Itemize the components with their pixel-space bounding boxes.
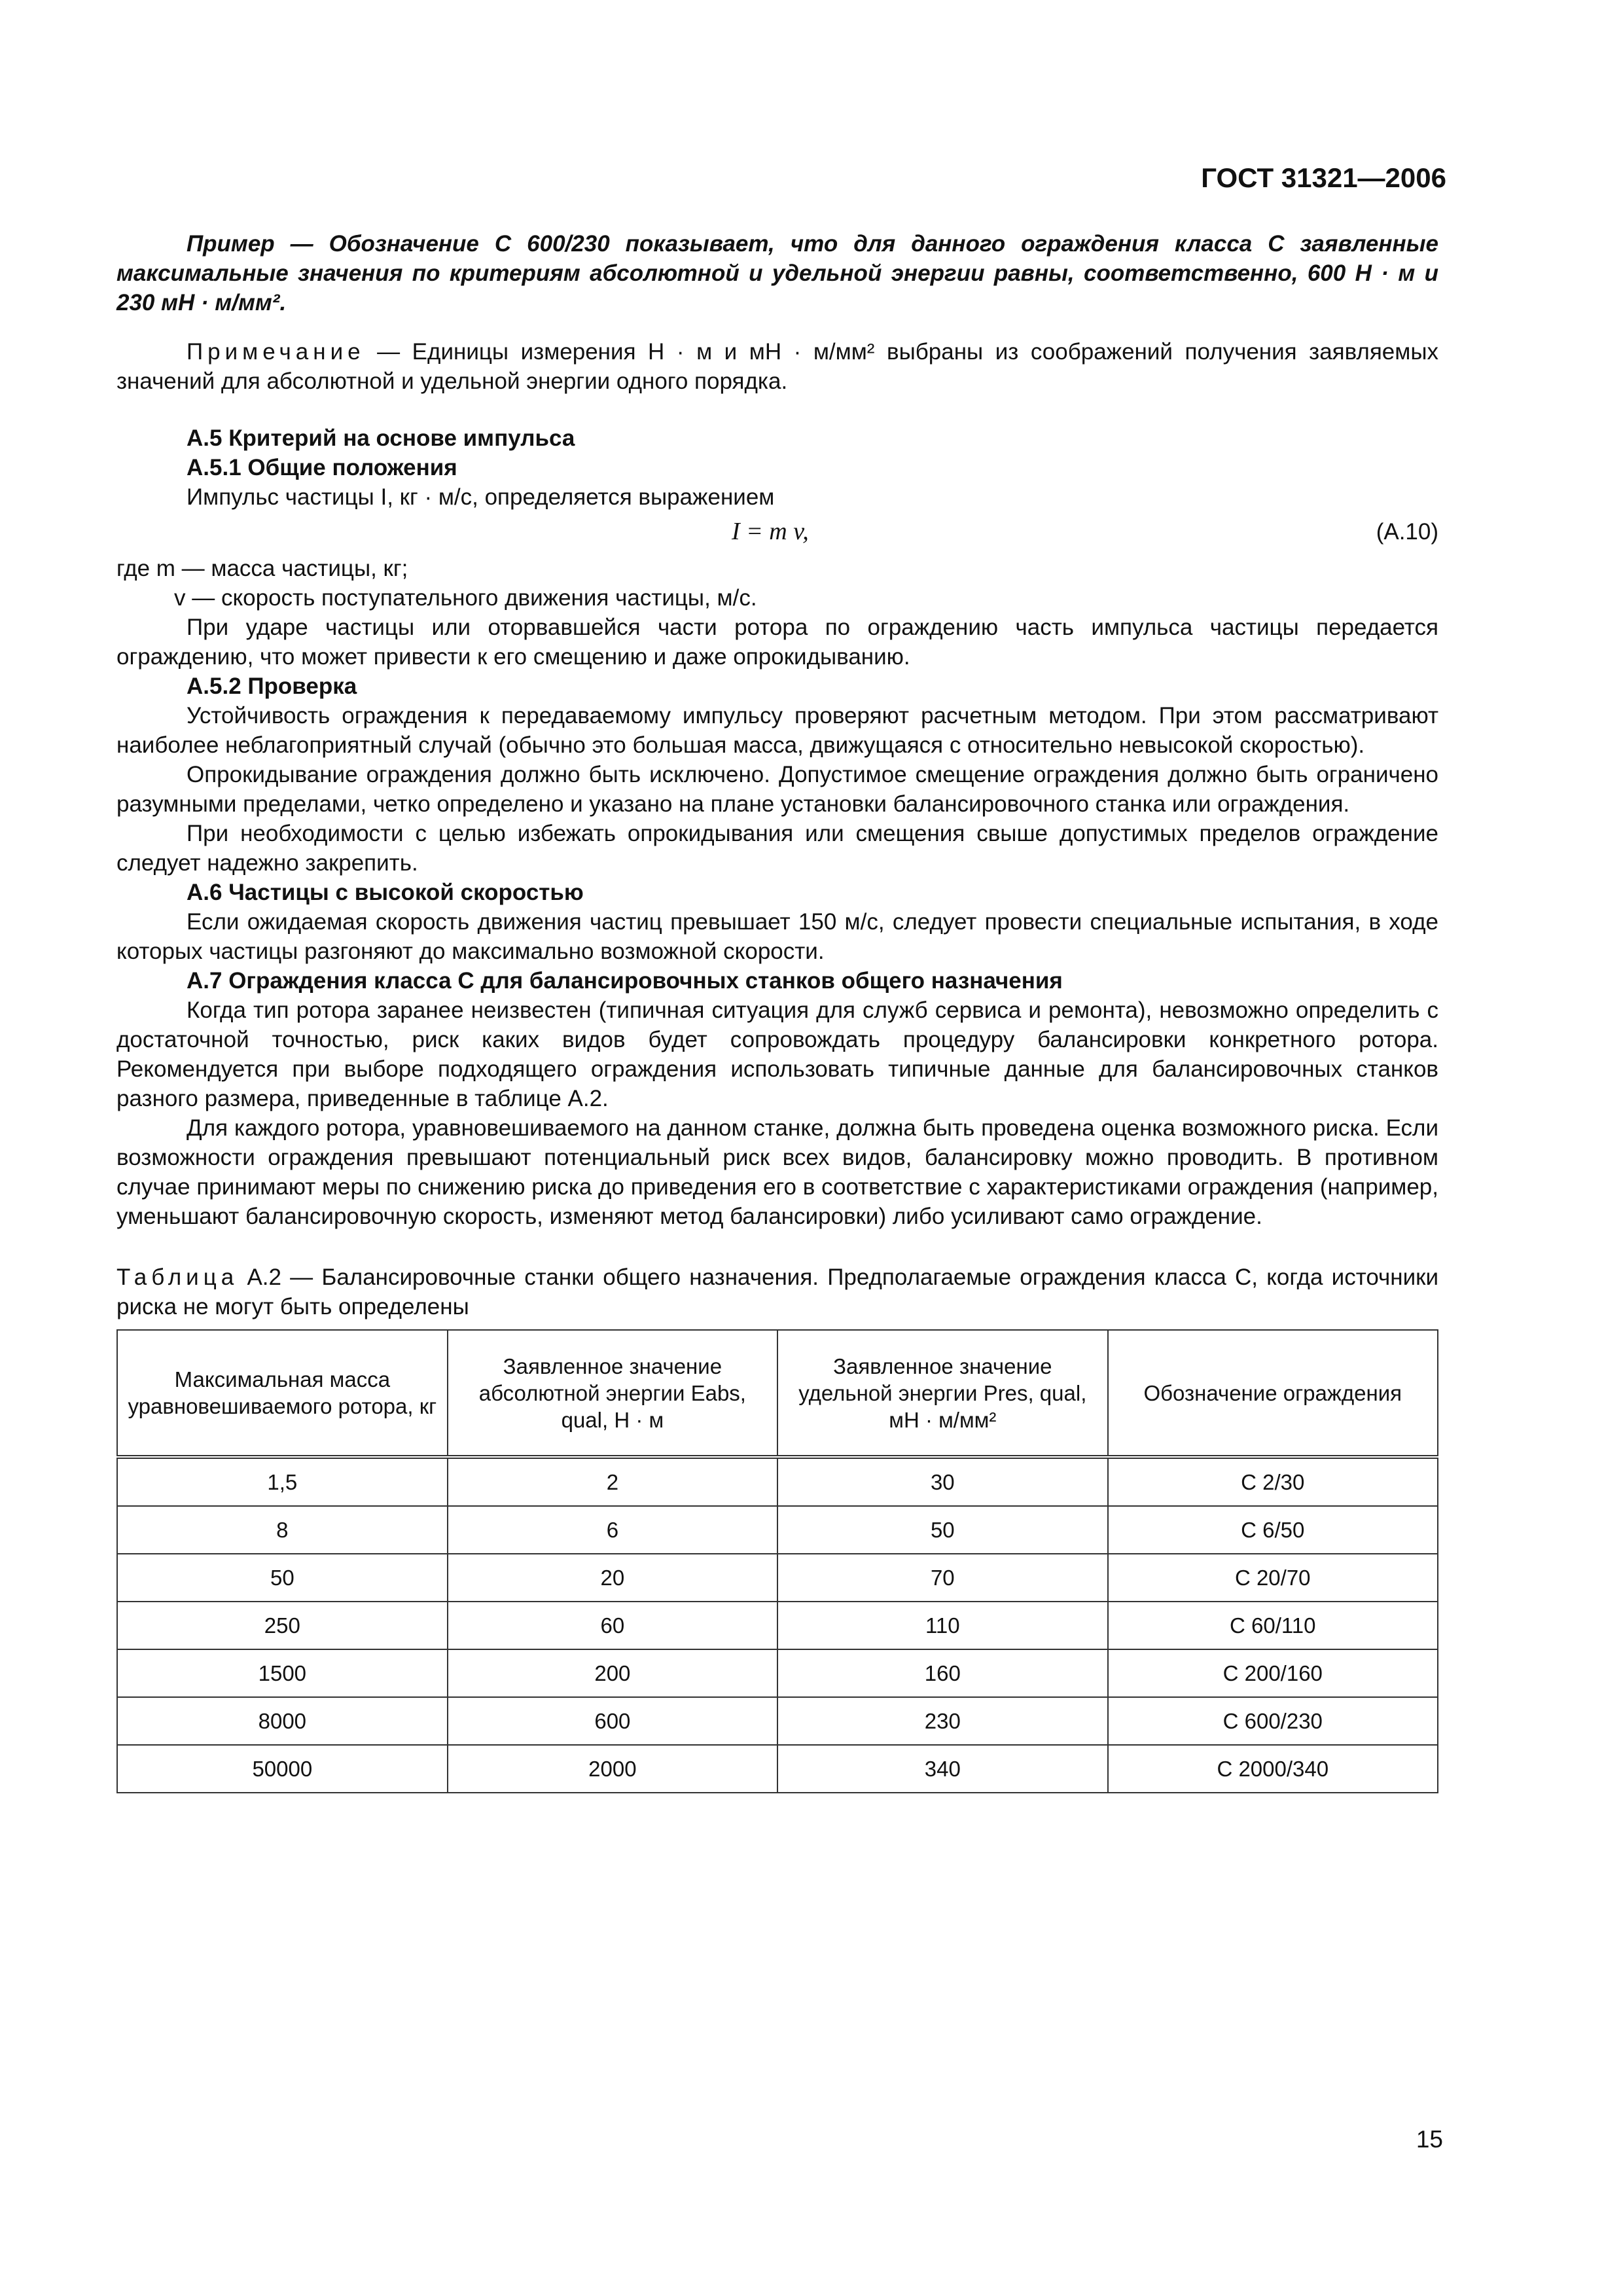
page-number: 15 xyxy=(1416,2126,1443,2153)
paragraph-a52-1: Устойчивость ограждения к передаваемому импульсу проверяют расчетным методом. При этом рассматривают наиболее неблагоприятный случай (обычно это большая масса, движущаяся с относительно невысокой скоростью). xyxy=(116,703,1438,758)
table-cell: 160 xyxy=(777,1649,1107,1697)
note-label: Примечание xyxy=(187,339,365,365)
formula-row xyxy=(116,517,1438,551)
table-cell: 8 xyxy=(117,1506,448,1554)
note-text: — Единицы измерения Н · м и мН · м/мм² выбраны из соображений получения заявляемых значений для абсолютной и удельной энергии одного порядка. xyxy=(116,339,1438,394)
table-cell: С 20/70 xyxy=(1108,1554,1438,1602)
body-text xyxy=(116,229,1438,1793)
header-designation: Обозначение ограждения xyxy=(1108,1330,1438,1457)
table-label: Таблица xyxy=(116,1265,239,1290)
where-m: где m — масса частицы, кг; xyxy=(116,556,408,581)
table-caption xyxy=(116,1263,1438,1321)
table-cell: 200 xyxy=(448,1649,777,1697)
table-row xyxy=(117,1554,1438,1602)
paragraph-a7-1: Когда тип ротора заранее неизвестен (типичная ситуация для служб сервиса и ремонта), невозможно определить с достаточной точностью, риск каких видов будет сопровождать процедуру балансировки конкретного ротора. Рекомендуется при выборе подходящего ограждения использовать типичные данные для балансировочных станков разного размера, приведенные в таблице А.2. xyxy=(116,997,1438,1111)
paragraph-a6: Если ожидаемая скорость движения частиц превышает 150 м/с, следует провести специальные испытания, в ходе которых частицы разгоняют до максимально возможной скорости. xyxy=(116,909,1438,964)
note-paragraph xyxy=(116,337,1438,396)
table-row xyxy=(117,1506,1438,1554)
section-a7-heading: А.7 Ограждения класса С для балансировочных станков общего назначения xyxy=(187,968,1063,994)
table-row xyxy=(117,1745,1438,1793)
table-cell: 1500 xyxy=(117,1649,448,1697)
table-caption-text: А.2 — Балансировочные станки общего назначения. Предполагаемые ограждения класса С, когда источники риска не могут быть определены xyxy=(116,1265,1439,1319)
table-cell: 230 xyxy=(777,1697,1107,1745)
table-cell: 110 xyxy=(777,1602,1107,1649)
table-cell: 20 xyxy=(448,1554,777,1602)
header-abs-energy: Заявленное значение абсолютной энергии Eabs, qual, Н · м xyxy=(448,1330,777,1457)
table-cell: 50000 xyxy=(117,1745,448,1793)
table-row xyxy=(117,1649,1438,1697)
table-cell: С 600/230 xyxy=(1108,1697,1438,1745)
formula: I = m v, xyxy=(732,518,809,545)
example-paragraph: Пример — Обозначение С 600/230 показывает, что для данного ограждения класса С заявленные максимальные значения по критериям абсолютной и удельной энергии равны, соответственно, 600 Н · м и 230 мН · м/мм². xyxy=(116,231,1438,315)
paragraph-a7-2: Для каждого ротора, уравновешиваемого на данном станке, должна быть проведена оценка возможного риска. Если возможности ограждения превышают потенциальный риск всех видов, балансировку можно проводить. В противном случае принимают меры по снижению риска до приведения его в соответствие с характеристиками ограждения (например, уменьшают балансировочную скорость, изменяют метод балансировки) либо усиливают само ограждение. xyxy=(116,1115,1438,1229)
standard-header: ГОСТ 31321—2006 xyxy=(1201,162,1446,193)
table-cell: 2000 xyxy=(448,1745,777,1793)
table-cell: 60 xyxy=(448,1602,777,1649)
table-cell: 340 xyxy=(777,1745,1107,1793)
paragraph-a52-2: Опрокидывание ограждения должно быть исключено. Допустимое смещение ограждения должно быть ограничено разумными пределами, четко определено и указано на плане установки балансировочного станка или ограждения. xyxy=(116,762,1438,817)
section-a6-heading: А.6 Частицы с высокой скоростью xyxy=(187,880,584,905)
table-cell: 8000 xyxy=(117,1697,448,1745)
table-cell: 250 xyxy=(117,1602,448,1649)
table-row xyxy=(117,1602,1438,1649)
section-a51-heading: А.5.1 Общие положения xyxy=(187,455,457,480)
table-row xyxy=(117,1697,1438,1745)
table-cell: С 2/30 xyxy=(1108,1457,1438,1506)
header-res-energy: Заявленное значение удельной энергии Pres, qual, мН · м/мм² xyxy=(777,1330,1107,1457)
table-cell: 50 xyxy=(777,1506,1107,1554)
header-mass: Максимальная масса уравновешиваемого ротора, кг xyxy=(117,1330,448,1457)
paragraph-impact: При ударе частицы или оторвавшейся части ротора по ограждению часть импульса частицы передается ограждению, что может привести к его смещению и даже опрокидыванию. xyxy=(116,615,1438,670)
table-cell: 1,5 xyxy=(117,1457,448,1506)
table-cell: С 2000/340 xyxy=(1108,1745,1438,1793)
table-cell: 600 xyxy=(448,1697,777,1745)
section-a5-heading: А.5 Критерий на основе импульса xyxy=(187,425,575,451)
table-header-row xyxy=(117,1330,1438,1457)
paragraph-a52-3: При необходимости с целью избежать опрокидывания или смещения свыше допустимых пределов ограждение следует надежно закрепить. xyxy=(116,821,1438,876)
table-cell: 2 xyxy=(448,1457,777,1506)
table-cell: С 60/110 xyxy=(1108,1602,1438,1649)
where-v: v — скорость поступательного движения частицы, м/с. xyxy=(174,585,757,611)
table-cell: 50 xyxy=(117,1554,448,1602)
section-a52-heading: А.5.2 Проверка xyxy=(187,673,357,699)
table-row xyxy=(117,1457,1438,1506)
formula-number: (А.10) xyxy=(1376,519,1438,545)
guard-table xyxy=(116,1329,1438,1793)
table-cell: 70 xyxy=(777,1554,1107,1602)
paragraph-a51: Импульс частицы I, кг · м/с, определяется выражением xyxy=(187,484,775,510)
table-cell: С 200/160 xyxy=(1108,1649,1438,1697)
table-cell: С 6/50 xyxy=(1108,1506,1438,1554)
table-cell: 6 xyxy=(448,1506,777,1554)
table-cell: 30 xyxy=(777,1457,1107,1506)
